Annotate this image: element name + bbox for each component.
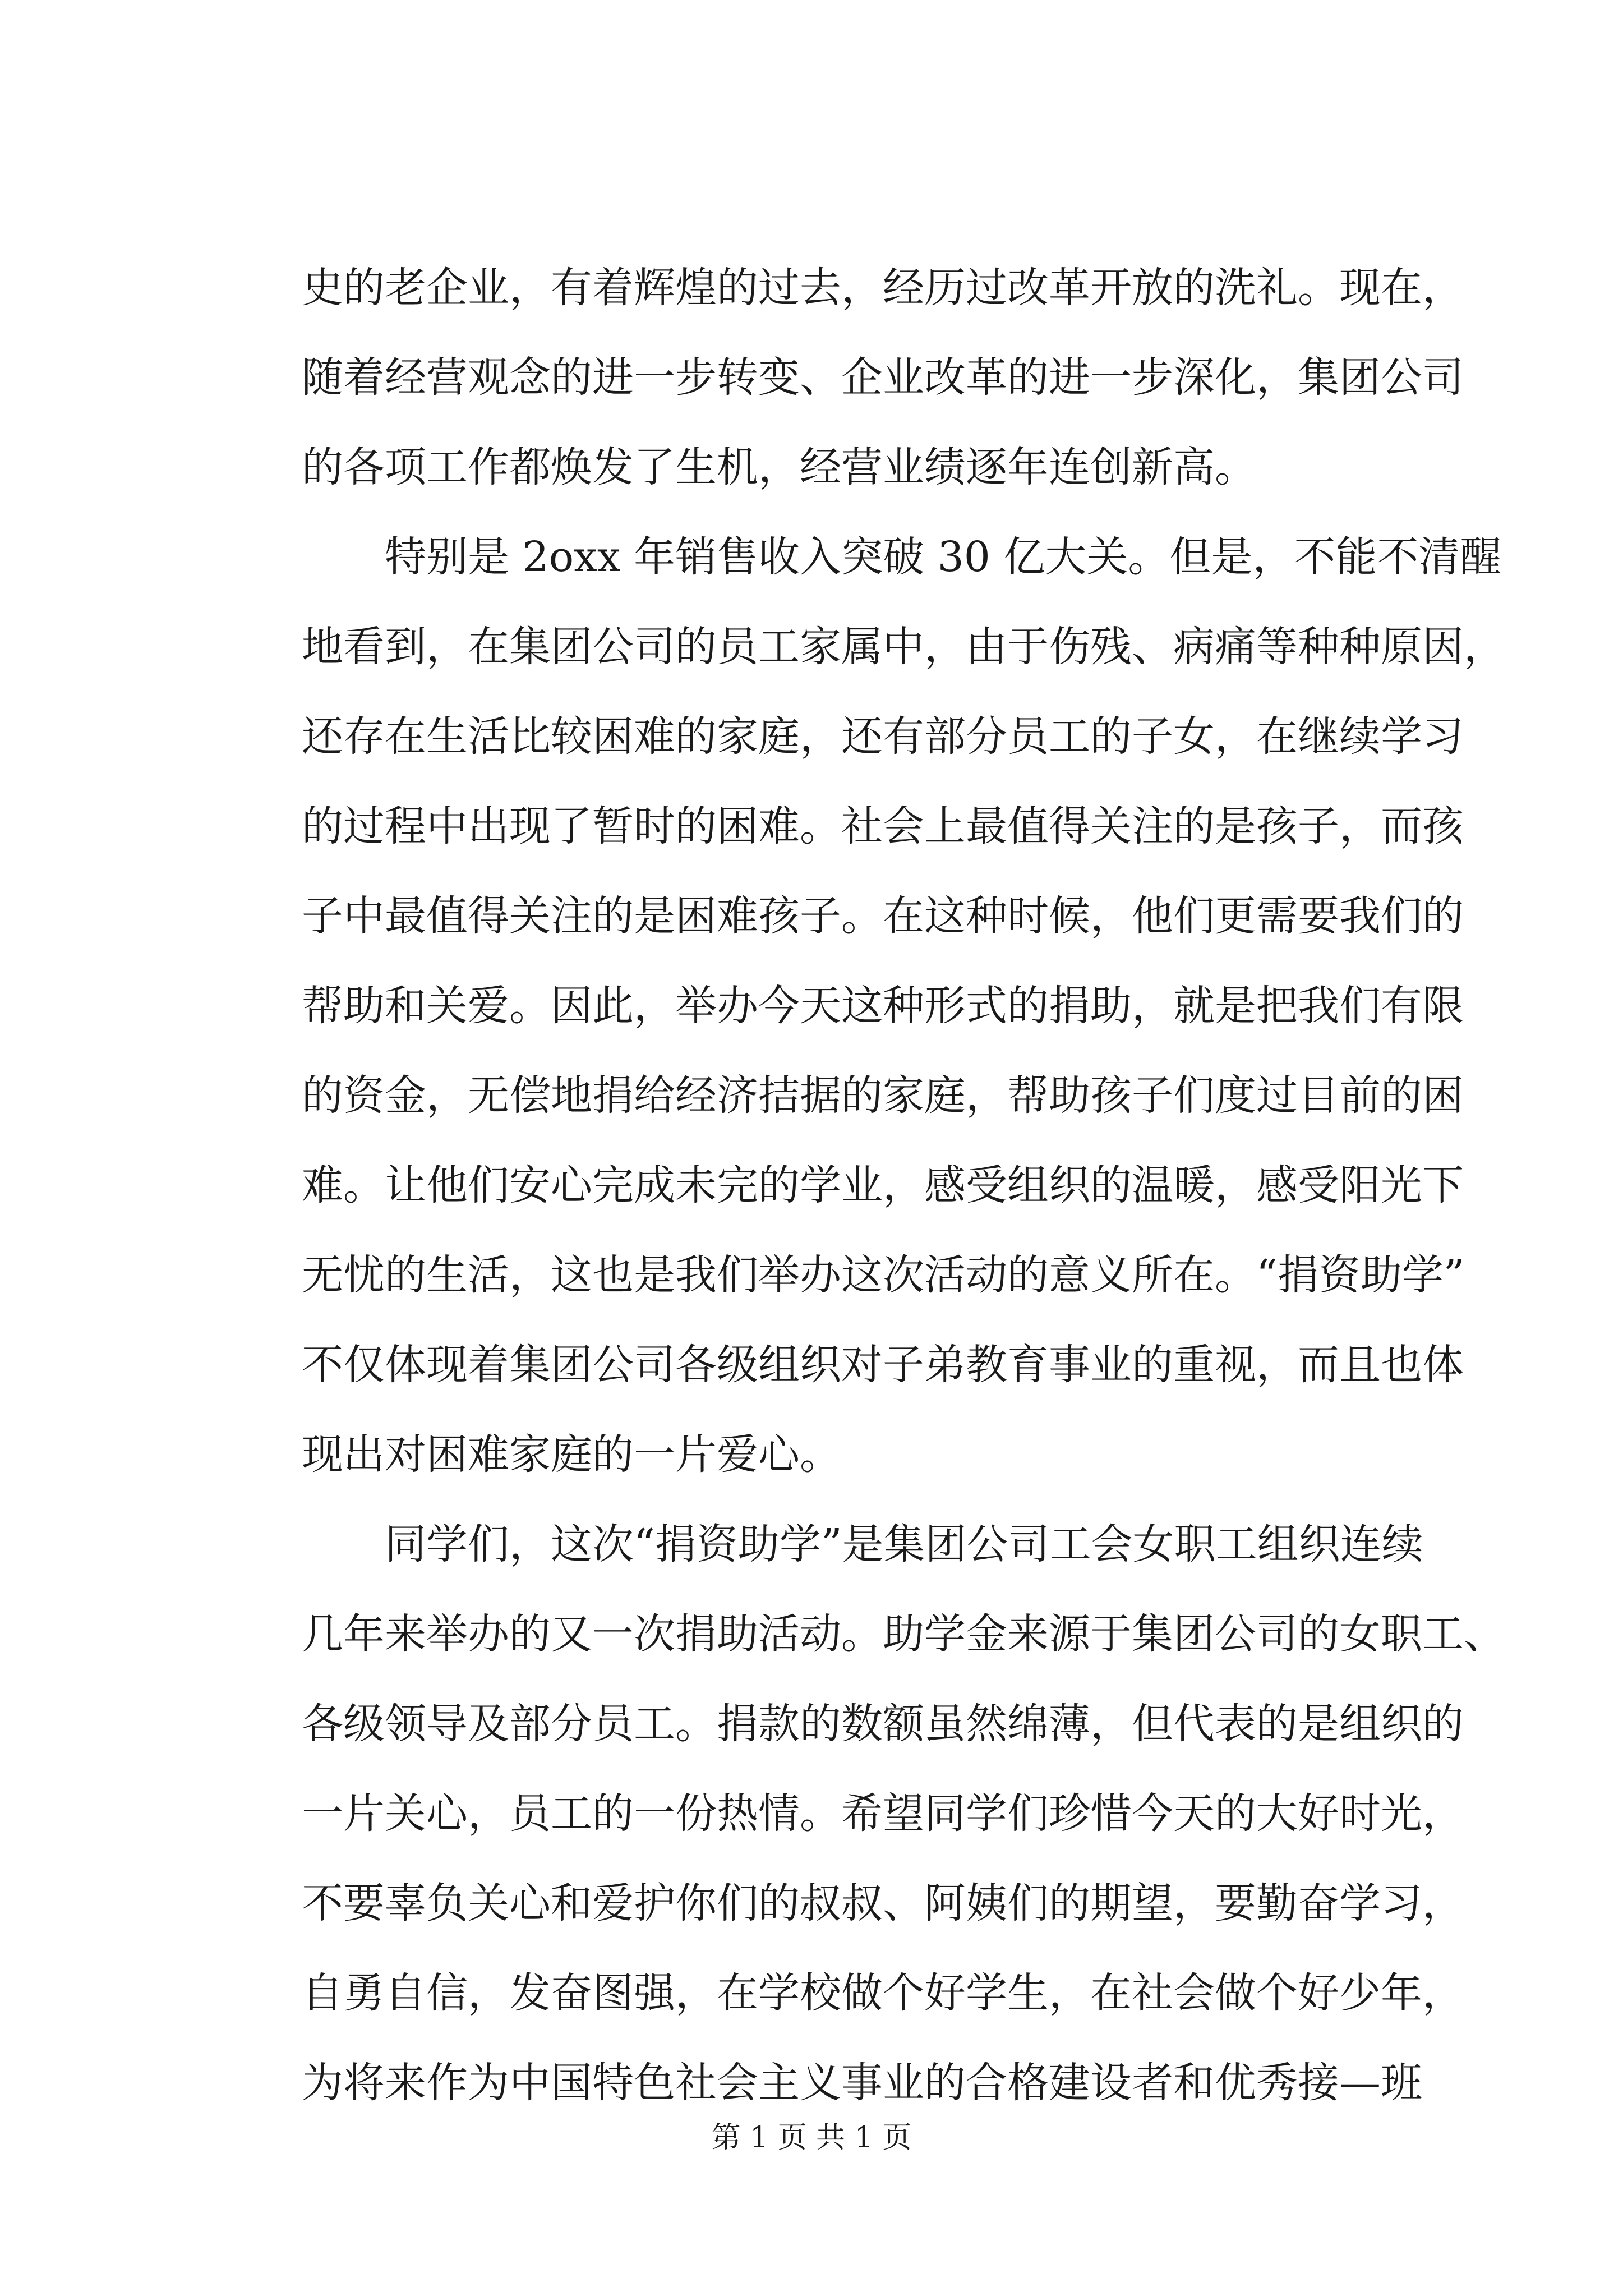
- text-line: 为将来作为中国特色社会主义事业的合格建设者和优秀接—班: [302, 2059, 1422, 2107]
- text-line: 自勇自信，发奋图强，在学校做个好学生，在社会做个好少年，: [302, 1969, 1464, 2017]
- page-number-label: 第 1 页 共 1 页: [711, 2121, 912, 2155]
- text-line: 不仅体现着集团公司各级组织对子弟教育事业的重视，而且也体: [302, 1341, 1464, 1389]
- paragraph: [302, 1499, 1505, 2128]
- text-line: 地看到，在集团公司的员工家属中，由于伤残、病痛等种种原因，: [302, 623, 1505, 671]
- text-line: 的各项工作都焕发了生机，经营业绩逐年连创新高。: [302, 443, 1256, 491]
- text-line: 不要辜负关心和爱护你们的叔叔、阿姨们的期望，要勤奋学习，: [302, 1879, 1464, 1927]
- text-line: 一片关心，员工的一份热情。希望同学们珍惜今天的大好时光，: [302, 1789, 1464, 1838]
- page-footer: [0, 2118, 1623, 2157]
- text-line: 特别是 2oxx 年销售收入突破 30 亿大关。但是，不能不清醒: [385, 533, 1502, 581]
- paragraph: [302, 512, 1505, 1499]
- text-line: 现出对困难家庭的一片爱心。: [302, 1430, 841, 1479]
- paragraph: [302, 243, 1464, 512]
- text-line: 随着经营观念的进一步转变、企业改革的进一步深化，集团公司: [302, 353, 1464, 402]
- text-line: 几年来举办的又一次捐助活动。助学金来源于集团公司的女职工、: [302, 1610, 1505, 1658]
- text-line: 还存在生活比较困难的家庭，还有部分员工的子女，在继续学习: [302, 712, 1464, 761]
- text-line: 的过程中出现了暂时的困难。社会上最值得关注的是孩子，而孩: [302, 802, 1464, 850]
- text-line: 子中最值得关注的是困难孩子。在这种时候，他们更需要我们的: [302, 892, 1464, 940]
- text-line: 难。让他们安心完成未完的学业，感受组织的温暖，感受阳光下: [302, 1161, 1464, 1209]
- document-body: [302, 243, 1505, 2128]
- text-line: 各级领导及部分员工。捐款的数额虽然绵薄，但代表的是组织的: [302, 1700, 1464, 1748]
- text-line: 史的老企业，有着辉煌的过去，经历过改革开放的洗礼。现在，: [302, 264, 1464, 312]
- text-line: 同学们，这次“捐资助学”是集团公司工会女职工组织连续: [385, 1520, 1423, 1568]
- text-line: 帮助和关爱。因此，举办今天这种形式的捐助，就是把我们有限: [302, 982, 1464, 1030]
- text-line: 的资金，无偿地捐给经济拮据的家庭，帮助孩子们度过目前的困: [302, 1071, 1464, 1120]
- text-line: 无忧的生活，这也是我们举办这次活动的意义所在。“捐资助学”: [302, 1251, 1465, 1299]
